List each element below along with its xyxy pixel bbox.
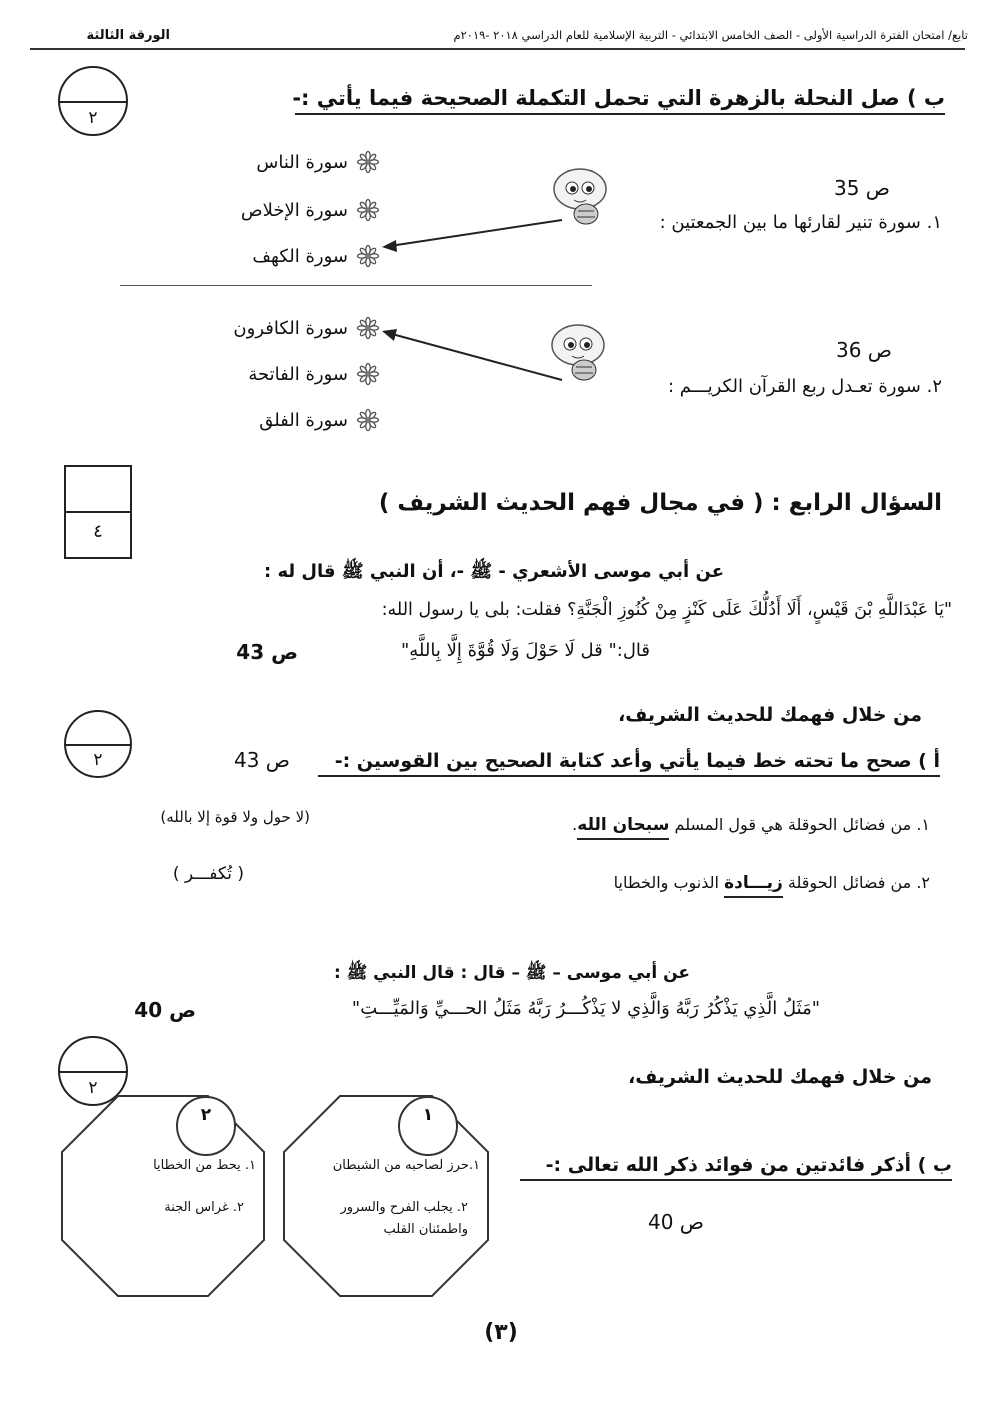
part-a-title: أ ) صحح ما تحته خط فيما يأتي وأعد كتابة الصحيح بين القوسين :- xyxy=(318,750,940,777)
page-ref-q1: ص 35 xyxy=(834,176,890,200)
hadith2-intro: عن أبي موسى – ﷺ – قال : قال النبي ﷺ : xyxy=(333,963,690,983)
hadith2-page-ref: ص 40 xyxy=(134,998,196,1022)
part-b-page-ref: ص 40 xyxy=(648,1210,704,1234)
option-surah-kafirun: سورة الكافرون xyxy=(233,318,348,339)
page-ref-q2: ص 36 xyxy=(836,338,892,362)
box2-number: ٢ xyxy=(176,1096,236,1156)
item1-row: ١. من فضائل الحوقلة هي قول المسلم سبحان الله. xyxy=(496,815,930,835)
score-box-q4: ٤ xyxy=(64,465,132,559)
option-surah-falaq: سورة الفلق xyxy=(259,410,348,431)
flower-icon[interactable] xyxy=(356,408,380,432)
arrow-connector xyxy=(370,210,570,260)
hadith1-text: "يَا عَبْدَاللَّهِ بْنَ قَيْسٍ، أَلَا أَدُلُّكَ عَلَى كَنْزٍ مِنْ كُنُوزِ الْجَنَّةِ؟ فقلت: بلى يا رسول الله: xyxy=(381,600,952,620)
item2-underlined: زيـــادة xyxy=(724,873,783,898)
hadith1-intro: عن أبي موسى الأشعري - ﷺ -، أن النبي ﷺ قال له : xyxy=(264,561,724,582)
box1-line2: ٢. يجلب الفرح والسرور xyxy=(340,1200,468,1215)
flower-icon[interactable] xyxy=(356,150,380,174)
page-number: (٣) xyxy=(484,1320,518,1345)
option-surah-nas: سورة الناس xyxy=(256,152,348,173)
header-divider xyxy=(30,48,965,50)
answer-octagon-1 xyxy=(280,1092,492,1300)
item1-underlined: سبحان الله xyxy=(577,815,669,840)
arrow-connector xyxy=(372,320,572,390)
item2-row: ٢. من فضائل الحوقلة زيـــادة الذنوب والخطايا xyxy=(506,873,930,893)
section-b1-title: ب ) صل النحلة بالزهرة التي تحمل التكملة الصحيحة فيما يأتي :- xyxy=(295,86,945,115)
score-circle-part-a: ٢ xyxy=(64,710,132,778)
option-surah-fatiha: سورة الفاتحة xyxy=(248,364,348,385)
score-circle-part-b: ٢ xyxy=(58,1036,128,1106)
understanding-line-1: من خلال فهمك للحديث الشريف، xyxy=(618,704,922,726)
box1-line1: ١.حرز لصاحبه من الشيطان xyxy=(332,1158,480,1173)
option-surah-ikhlas: سورة الإخلاص xyxy=(240,200,348,221)
score-circle-b1: ٢ xyxy=(58,66,128,136)
box1-line3: واطمئنان القلب xyxy=(383,1222,468,1237)
hadith1-page-ref: ص 43 xyxy=(236,640,298,664)
part-b-title: ب ) أذكر فائدتين من فوائد ذكر الله تعالى :- xyxy=(520,1154,952,1181)
item1-answer[interactable]: (لا حول ولا قوة إلا بالله) xyxy=(160,808,310,826)
sheet-label: الورقة الثالثة xyxy=(86,28,170,43)
exam-header-title: تابع/ امتحان الفترة الدراسية الأولى - الصف الخامس الابتدائي - التربية الإسلامية للعام الدراسي ٢٠١٨ -٢٠١٩م xyxy=(453,28,968,42)
understanding-line-2: من خلال فهمك للحديث الشريف، xyxy=(628,1066,932,1088)
box1-number: ١ xyxy=(398,1096,458,1156)
q1-text: ١. سورة تنير لقارئها ما بين الجمعتين : xyxy=(659,212,942,233)
hadith1-text-2: قال:" قل لَا حَوْلَ وَلَا قُوَّةَ إِلَّا بِاللَّهِ" xyxy=(401,640,650,661)
q2-text: ٢. سورة تعـدل ربع القرآن الكريـــم : xyxy=(668,376,942,397)
box2-line1: ١. يحط من الخطايا xyxy=(153,1158,256,1173)
item2-answer[interactable]: ( تُكفـــر ) xyxy=(172,864,244,884)
separator-line xyxy=(120,285,592,286)
answer-octagon-2 xyxy=(58,1092,268,1300)
box2-line2: ٢. غراس الجنة xyxy=(164,1200,244,1215)
hadith2-text: "مَثَلُ الَّذِي يَذْكُرُ رَبَّهُ وَالَّذِي لا يَذْكُـــرُ رَبَّهُ مَثَلُ الحـــيِّ وَالمَيِّـــتِ" xyxy=(351,998,820,1019)
option-surah-kahf: سورة الكهف xyxy=(252,246,348,267)
part-a-page-ref: ص 43 xyxy=(234,748,290,772)
question4-title: السؤال الرابع : ( في مجال فهم الحديث الشريف ) xyxy=(378,490,942,516)
